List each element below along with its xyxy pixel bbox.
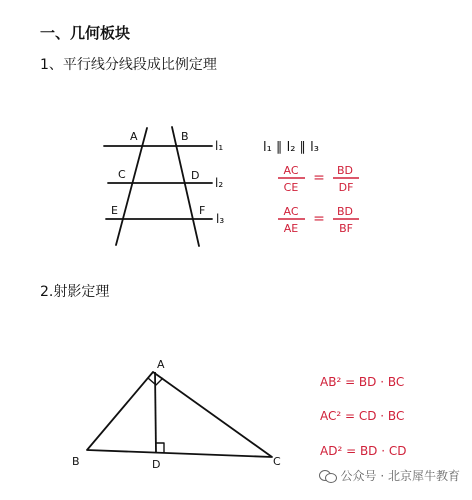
label-D: D [191,169,200,182]
ratio1-left-den: CE [283,181,299,194]
label-E: E [111,204,118,217]
label-C: C [118,168,126,181]
ratio2-left-num: AC [283,205,299,218]
subtitle-parallel-lines-theorem: 1、平行线分线段成比例定理 [40,57,217,73]
ratio1-eq: = [313,170,325,186]
wechat-icon [319,469,337,483]
label-l3: l₃ [216,212,225,226]
triangle-abc [87,372,272,457]
projection-formulas [320,375,406,458]
label-C2: C [273,455,281,468]
ratio2-left-den: AE [283,222,299,235]
ratio1-left-num: AC [283,164,299,177]
ratio-ac-ae-bd-bf [278,205,359,235]
label-A: A [130,130,138,143]
figure1-point-labels [111,130,205,217]
ratio1-right-num: BD [336,164,354,177]
ratio-ac-ce-bd-df [278,164,359,194]
ratio2-right-num: BD [336,205,354,218]
transversal-right [172,127,199,246]
label-B: B [181,130,189,143]
figure-parallel-lines [104,127,212,246]
label-B2: B [72,455,80,468]
section-title: 一、几何板块 [40,24,131,42]
ratio2-right-den: BF [339,222,353,235]
ratio1-right-den: DF [338,181,354,194]
parallel-statement: l₁ ∥ l₂ ∥ l₃ [263,140,319,155]
right-angle-mark-d [156,443,164,453]
figure1-line-labels [215,139,224,226]
label-D2: D [152,458,161,471]
label-A2: A [157,358,165,371]
formula-ab-squared: AB² = BD · BC [320,375,405,389]
formula-ac-squared: AC² = CD · BC [320,409,405,423]
subtitle-projection-theorem: 2.射影定理 [40,284,110,300]
watermark [319,467,460,484]
label-l2: l₂ [215,176,224,190]
ratio2-eq: = [313,211,325,227]
formula-ad-squared: AD² = BD · CD [320,444,407,458]
watermark-text: 公众号 · 北京犀牛教育 [340,469,460,483]
figure-right-triangle [87,372,272,457]
label-F: F [199,204,206,217]
label-l1: l₁ [215,139,224,153]
